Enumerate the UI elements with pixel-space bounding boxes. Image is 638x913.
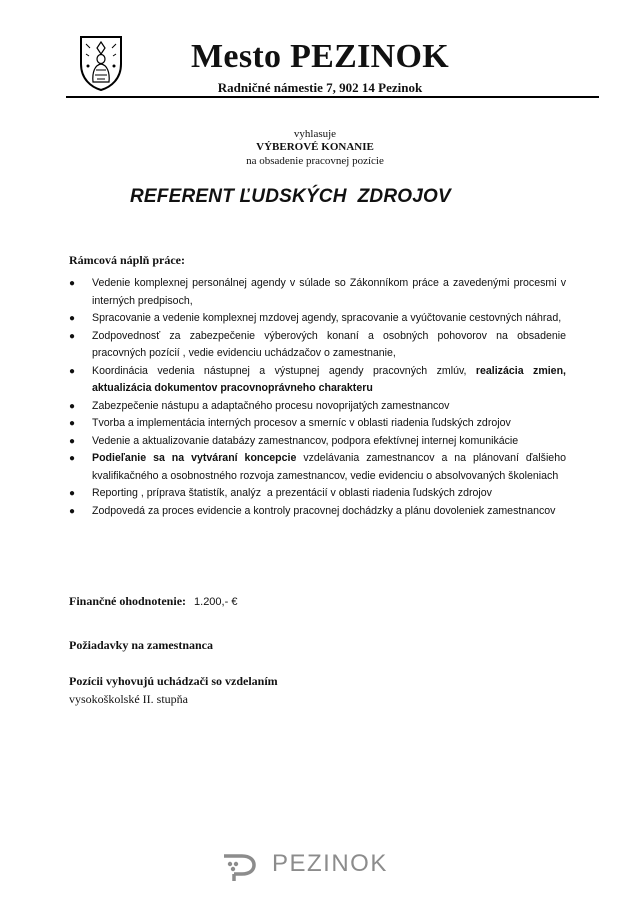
requirements-heading: Požiadavky na zamestnanca <box>69 638 213 652</box>
footer-logo-text: PEZINOK <box>272 850 388 877</box>
duties-list <box>69 275 566 520</box>
bullet-icon: ● <box>69 365 76 377</box>
bullet-icon: ● <box>69 330 76 342</box>
bullet-icon: ● <box>69 435 76 447</box>
header-divider <box>66 96 599 98</box>
footer-logo <box>220 848 420 884</box>
bullet-icon: ● <box>69 418 76 429</box>
bullet-icon: ● <box>69 453 76 464</box>
bullet-icon: ● <box>69 278 76 289</box>
list-item: ● Zodpovedá za proces evidencie a kontroly pracovnej dochádzky a plánu dovoleniek zamestnancov <box>69 503 566 521</box>
education-value: vysokoškolské II. stupňa <box>69 692 188 706</box>
tender-heading: VÝBEROVÉ KONANIE <box>256 141 374 153</box>
list-item: ● Tvorba a implementácia interných procesov a smerníc v oblasti riadenia ľudských zdrojov <box>69 415 566 433</box>
salary-value: 1.200,- € <box>194 596 238 608</box>
city-address: Radničné námestie 7, 902 14 Pezinok <box>217 80 423 95</box>
city-title: Mesto PEZINOK <box>191 38 449 75</box>
list-item: ● Koordinácia vedenia nástupnej a výstupnej agendy pracovných zmlúv, realizácia zmien, aktualizácia dokumentov pracovnoprávneho charakteru <box>69 364 566 394</box>
salary-label: Finančné ohodnotenie: <box>69 594 187 608</box>
city-crest-icon <box>78 34 124 92</box>
bullet-icon: ● <box>69 488 76 499</box>
list-item: ● Vedenie komplexnej personálnej agendy v súlade so Zákonníkom práce a zavedenými procesmi v interných predpisoch, <box>69 277 566 307</box>
bullet-icon: ● <box>69 505 76 517</box>
pezinok-logo-icon <box>220 852 260 882</box>
list-item: ● Zodpovednosť za zabezpečenie výberových konaní a osobných pohovorov na obsadenie pracovných pozícií , vedie evidenciu uchádzačov o zamestnanie, <box>69 329 566 359</box>
scope-heading: Rámcová náplň práce: <box>69 253 185 267</box>
list-item: ● Vedenie a aktualizovanie databázy zamestnancov, podpora efektívnej internej komunikácie <box>69 433 566 451</box>
list-item: ● Spracovanie a vedenie komplexnej mzdovej agendy, spracovanie a vyúčtovanie cestovných náhrad, <box>69 310 566 328</box>
bullet-icon: ● <box>69 313 76 324</box>
list-item: ● Zabezpečenie nástupu a adaptačného procesu novoprijatých zamestnancov <box>69 398 566 416</box>
salary-row <box>69 594 237 609</box>
list-item: ● Podieľanie sa na vytváraní koncepcie vzdelávania zamestnancov a na plánovaní ďalšieho kvalifikačného a osobnostného rozvoja zamestnancov, vedie evidenciu o absolvovaných školeniach <box>69 452 566 482</box>
bullet-icon: ● <box>69 400 76 412</box>
list-item: ● Reporting , príprava štatistík, analýz a prezentácií v oblasti riadenia ľudských zdrojov <box>69 485 566 503</box>
education-heading: Pozícii vyhovujú uchádzači so vzdelaním <box>69 674 278 688</box>
purpose-text: na obsadenie pracovnej pozície <box>246 155 384 167</box>
job-title: REFERENT ĽUDSKÝCH ZDROJOV <box>130 186 451 207</box>
announces-text: vyhlasuje <box>293 128 337 140</box>
